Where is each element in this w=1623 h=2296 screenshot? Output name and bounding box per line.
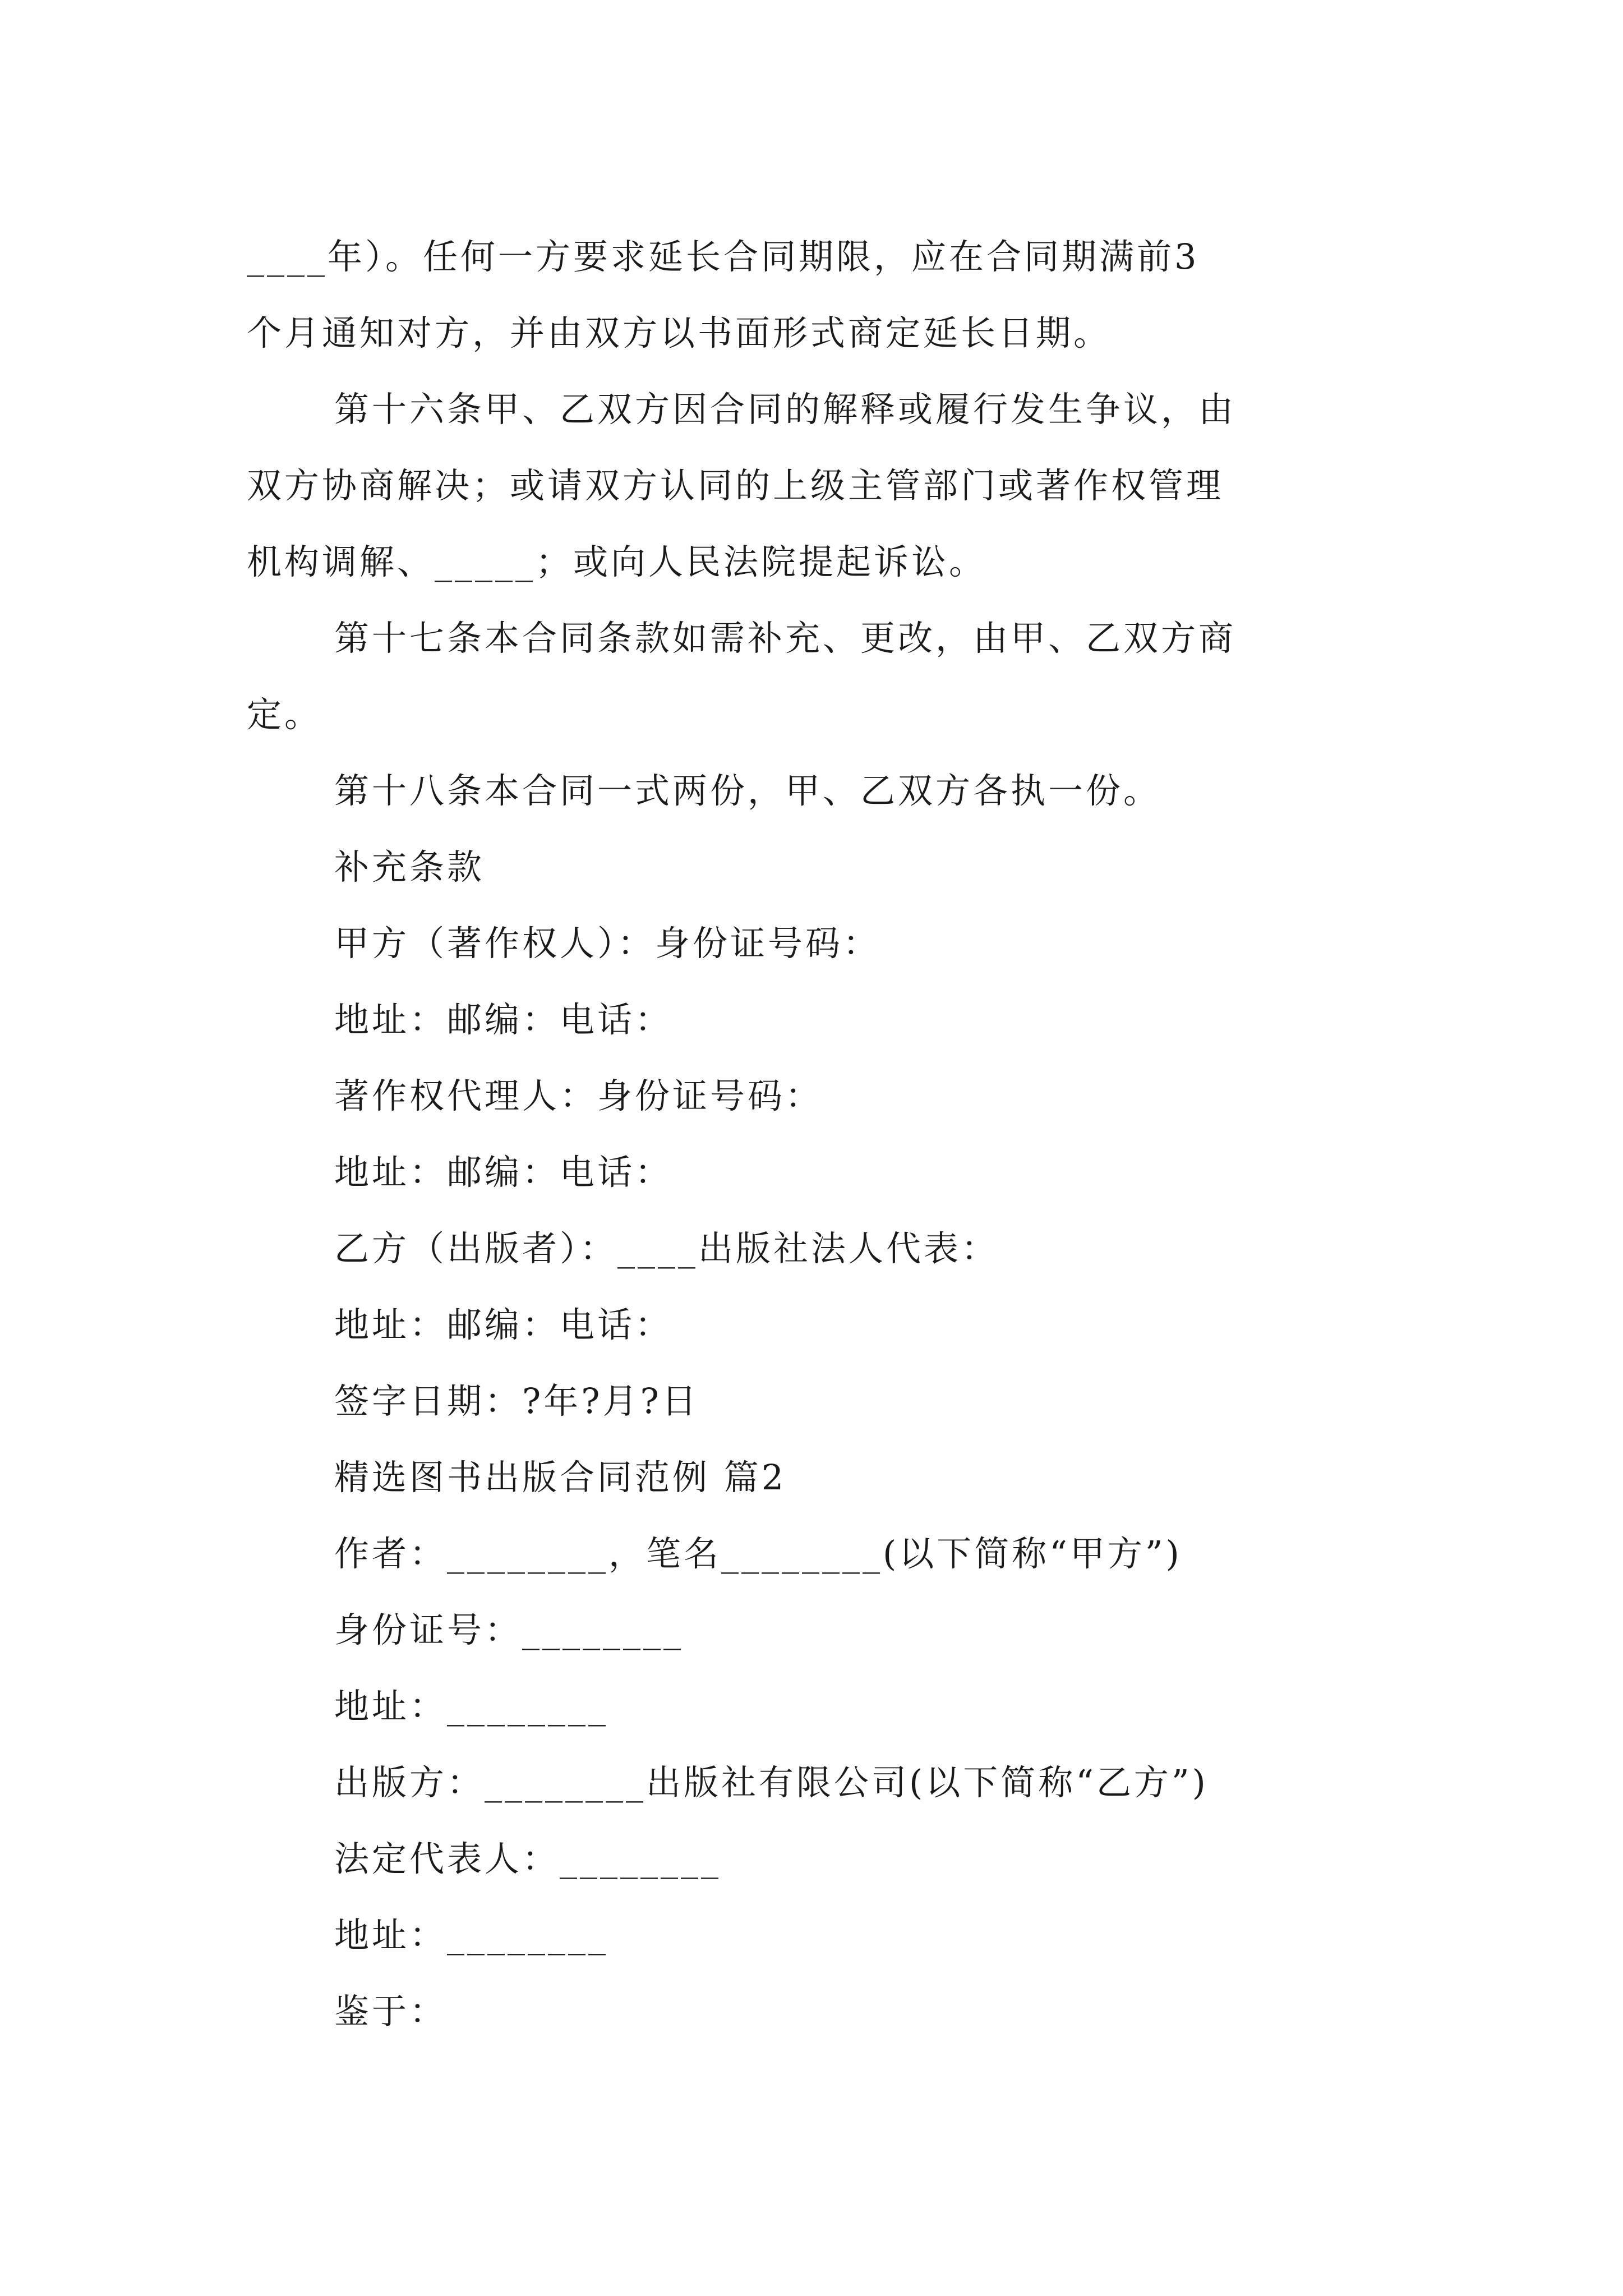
- signature-date-line: 签字日期：?年?月?日: [334, 1381, 699, 1421]
- legal-rep-line: 法定代表人：________: [334, 1838, 722, 1879]
- article-17: 第十七条本合同条款如需补充、更改，由甲、乙双方商: [334, 618, 1237, 659]
- author-line: 作者：________，笔名________(以下简称“甲方”): [334, 1533, 1182, 1574]
- publisher-line: 出版方：________出版社有限公司(以下简称“乙方”): [334, 1762, 1209, 1803]
- address-line: 地址：邮编：电话：: [334, 999, 673, 1040]
- text-line: ____年）。任何一方要求延长合同期限，应在合同期满前3: [247, 236, 1200, 277]
- contract-text: [247, 219, 1396, 2050]
- text-line: 机构调解、_____；或向人民法院提起诉讼。: [247, 541, 987, 582]
- id-number-line: 身份证号：________: [334, 1609, 684, 1650]
- supplementary-heading: 补充条款: [334, 846, 485, 887]
- address-line: 地址：邮编：电话：: [334, 1304, 673, 1345]
- section-title: 精选图书出版合同范例 篇2: [334, 1457, 787, 1498]
- agent-line: 著作权代理人：身份证号码：: [334, 1075, 823, 1116]
- address-line: 地址：________: [334, 1686, 609, 1727]
- article-16: 第十六条甲、乙双方因合同的解释或履行发生争议，由: [334, 389, 1237, 430]
- text-line: 个月通知对方，并由双方以书面形式商定延长日期。: [247, 312, 1112, 353]
- text-line: 定。: [247, 694, 322, 735]
- address-line: 地址：邮编：电话：: [334, 1152, 673, 1193]
- text-line: 双方协商解决；或请双方认同的上级主管部门或著作权管理: [247, 465, 1224, 506]
- address-line: 地址：________: [334, 1915, 609, 1955]
- party-a-line: 甲方（著作权人）：身份证号码：: [334, 923, 881, 964]
- whereas-line: 鉴于：: [334, 1991, 448, 2032]
- party-b-line: 乙方（出版者）：____出版社法人代表：: [334, 1228, 999, 1269]
- article-18: 第十八条本合同一式两份，甲、乙双方各执一份。: [334, 770, 1161, 811]
